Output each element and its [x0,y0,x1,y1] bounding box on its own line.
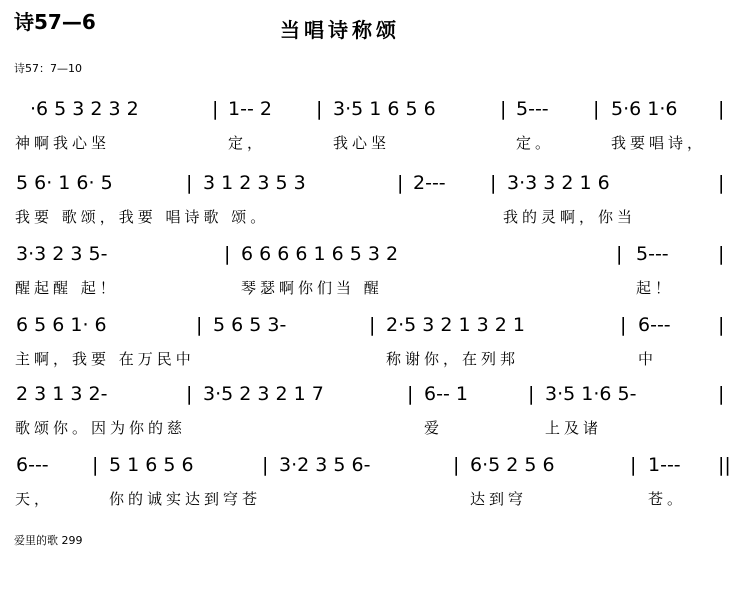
note-group: 5·6 1·6 [611,98,678,120]
barline: | [528,383,535,405]
lyric-text: 天， [15,490,54,508]
hymn-title: 当唱诗称颂 [280,18,400,42]
lyric-text: 我要 歌颂，我要 唱诗歌 颂。 [15,208,270,226]
barline: | [212,98,219,120]
lyric-text: 称谢你，在列邦 [386,350,520,368]
lyric-text: 我心坚 [333,134,391,152]
barline: | [630,454,637,476]
score-row-3 [0,243,733,313]
barline: | [224,243,231,265]
barline: | [92,454,99,476]
barline: | [718,98,725,120]
barline: | [453,454,460,476]
barline: | [620,314,627,336]
note-group: ·6 5 3 2 3 2 [30,98,139,120]
barline: | [500,98,507,120]
barline: | [262,454,269,476]
lyric-text: 爱 [424,419,444,437]
lyric-text: 起！ [636,279,675,297]
barline: | [490,172,497,194]
barline: | [718,243,725,265]
note-group: 6·5 2 5 6 [470,454,555,476]
notation-line [0,172,733,200]
barline: | [196,314,203,336]
scripture-reference: 诗57：7—10 [14,62,82,75]
note-group: 2 3 1 3 2- [16,383,108,405]
lyric-text: 醒起醒 起！ [15,279,119,297]
lyric-text: 歌颂你。因为你的慈 [15,419,187,437]
note-group: 3 1 2 3 5 3 [203,172,306,194]
note-group: 3·3 2 3 5- [16,243,108,265]
note-group: 2--- [413,172,446,194]
note-group: 3·2 3 5 6- [279,454,371,476]
lyrics-line [0,488,733,512]
barline: | [718,172,725,194]
note-group: 5--- [516,98,549,120]
notation-line [0,243,733,271]
barline: | [316,98,323,120]
note-group: 6-- 1 [424,383,468,405]
lyric-text: 定。 [516,134,555,152]
note-group: 1--- [648,454,681,476]
notation-line [0,454,733,482]
score-row-5 [0,383,733,453]
lyric-text: 中 [638,350,658,368]
barline: | [593,98,600,120]
barline: | [186,172,193,194]
barline: | [369,314,376,336]
final-barline: || [718,454,731,476]
note-group: 6 5 6 1· 6 [16,314,107,336]
source-credit: 爱里的歌 299 [14,534,83,547]
note-group: 3·5 2 3 2 1 7 [203,383,324,405]
lyrics-line [0,417,733,441]
note-group: 3·5 1·6 5- [545,383,637,405]
note-group: 5 6· 1 6· 5 [16,172,113,194]
notation-line [0,314,733,342]
lyric-text: 上及诸 [545,419,603,437]
lyric-text: 我的灵啊，你当 [503,208,637,226]
barline: | [186,383,193,405]
note-group: 6--- [638,314,671,336]
note-group: 2·5 3 2 1 3 2 1 [386,314,525,336]
barline: | [718,383,725,405]
notation-line [0,98,733,126]
lyric-text: 定， [228,134,267,152]
lyrics-line [0,132,733,156]
score-row-2 [0,172,733,242]
lyric-text: 神啊我心坚 [15,134,111,152]
note-group: 6--- [16,454,49,476]
hymn-number: 诗57—6 [14,10,96,34]
score-row-6 [0,454,733,524]
lyric-text: 主啊，我要 在万民中 [15,350,195,368]
lyric-text: 我要唱诗， [611,134,707,152]
barline: | [616,243,623,265]
barline: | [718,314,725,336]
note-group: 6 6 6 6 1 6 5 3 2 [241,243,399,265]
note-group: 1-- 2 [228,98,272,120]
lyric-text: 达到穹 [470,490,528,508]
barline: | [397,172,404,194]
note-group: 3·5 1 6 5 6 [333,98,436,120]
score-row-1 [0,98,733,168]
notation-line [0,383,733,411]
barline: | [407,383,414,405]
score-row-4 [0,314,733,384]
note-group: 5 6 5 3- [213,314,287,336]
note-group: 5--- [636,243,669,265]
lyrics-line [0,348,733,372]
lyric-text: 琴瑟啊你们当 醒 [241,279,383,297]
lyrics-line [0,206,733,230]
note-group: 5 1 6 5 6 [109,454,194,476]
lyric-text: 苍。 [648,490,687,508]
lyric-text: 你的诚实达到穹苍 [109,490,262,508]
lyrics-line [0,277,733,301]
note-group: 3·3 3 2 1 6 [507,172,610,194]
